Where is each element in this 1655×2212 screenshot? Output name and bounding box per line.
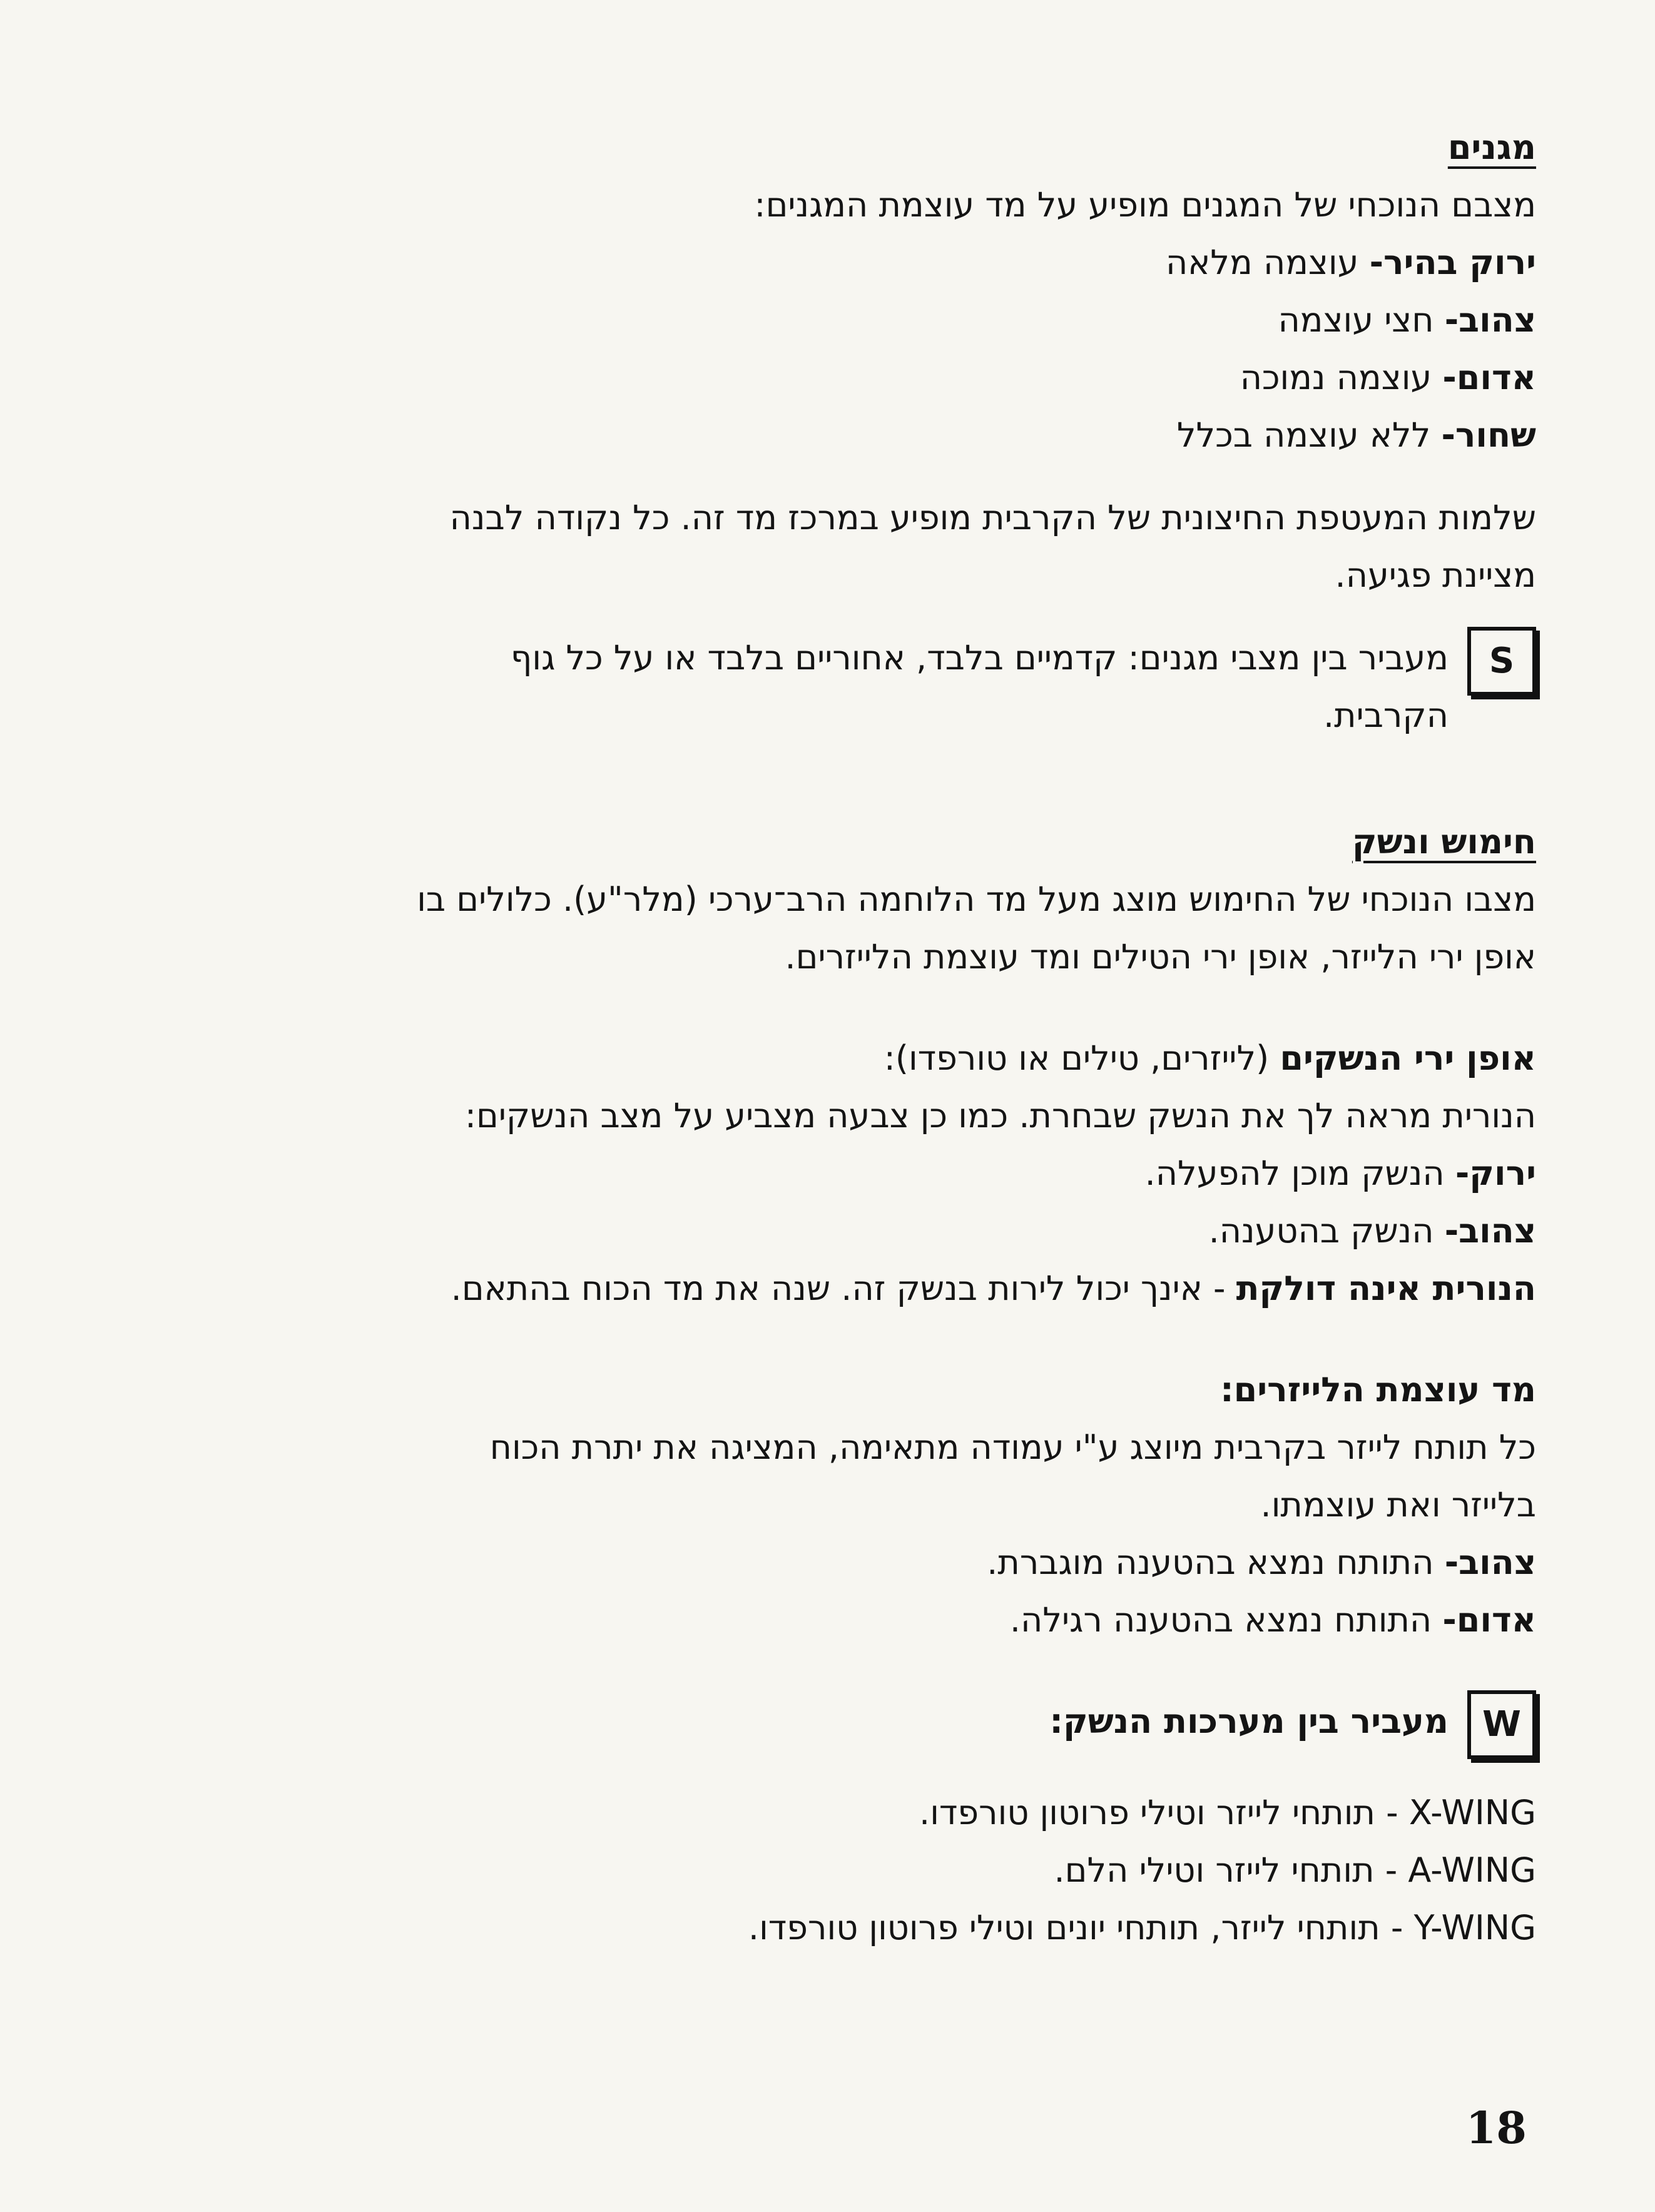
- weapons-key-description: [153, 1693, 1449, 1750]
- fire-item-yellow: [153, 1202, 1536, 1260]
- ship-weapons: - תותחי לייזר וטילי פרוטון טורפדו.: [919, 1793, 1398, 1832]
- fire-mode-list: [153, 1145, 1536, 1317]
- laser-power-line-2: בלייזר ואת עוצמתו.: [1260, 1485, 1536, 1525]
- shield-item-black: [153, 407, 1536, 464]
- weapons-key-label: מעביר בין מערכות הנשק:: [1049, 1702, 1449, 1741]
- page-content: [153, 119, 1536, 1957]
- fire-desc: הנשק מוכן להפעלה.: [1144, 1154, 1445, 1193]
- shield-desc: עוצמה מלאה: [1166, 243, 1359, 282]
- laser-term: אדום-: [1442, 1600, 1536, 1640]
- hull-integrity-line-2: מציינת פגיעה.: [1335, 556, 1536, 595]
- laser-desc: התותח נמצא בהטענה רגילה.: [1009, 1600, 1432, 1640]
- ship-item-x-wing: [153, 1784, 1536, 1842]
- shield-desc: חצי עוצמה: [1278, 300, 1434, 340]
- shield-item-yellow: [153, 292, 1536, 349]
- fire-desc: הנשק בהטענה.: [1208, 1211, 1434, 1251]
- fire-mode-title-sub: (לייזרים, טילים או טורפדו):: [884, 1038, 1270, 1078]
- laser-power-line-1: כל תותח לייזר בקרבית מיוצג ע"י עמודה מתאימה, המציגה את יתרת הכוח: [489, 1428, 1536, 1467]
- shields-key-description: [153, 629, 1449, 744]
- shields-intro: מצבם הנוכחי של המגנים מופיע על מד עוצמת המגנים:: [754, 185, 1536, 225]
- laser-power-title: מד עוצמת הלייזרים:: [1220, 1370, 1536, 1409]
- shield-item-red: [153, 349, 1536, 407]
- shield-term: שחור-: [1441, 415, 1536, 455]
- fire-term: ירוק-: [1455, 1154, 1536, 1193]
- shields-key-line-1: מעביר בין מצבי מגנים: קדמיים בלבד, אחוריים בלבד או על כל גוף: [510, 638, 1449, 677]
- laser-power-list: [153, 1534, 1536, 1649]
- laser-item-yellow: [153, 1534, 1536, 1591]
- key-w-icon: W: [1467, 1690, 1536, 1759]
- shield-term: אדום-: [1442, 358, 1536, 397]
- page-number: 18: [1465, 2102, 1527, 2154]
- laser-item-red: [153, 1591, 1536, 1649]
- shield-term: ירוק בהיר-: [1369, 243, 1536, 282]
- laser-desc: התותח נמצא בהטענה מוגברת.: [987, 1543, 1434, 1582]
- ship-item-a-wing: [153, 1842, 1536, 1899]
- shields-key-row: [153, 629, 1536, 744]
- shield-desc: עוצמה נמוכה: [1240, 358, 1432, 397]
- ship-weapon-list: [153, 1784, 1536, 1957]
- shields-heading: מגנים: [1447, 128, 1536, 167]
- weapons-intro-line-1: מצבו הנוכחי של החימוש מוצג מעל מד הלוחמה הרב־ערכי (מלר"ע). כלולים בו: [417, 880, 1536, 919]
- hull-integrity-line-1: שלמות המעטפת החיצונית של הקרבית מופיע במרכז מד זה. כל נקודה לבנה: [449, 498, 1536, 537]
- laser-term: צהוב-: [1444, 1543, 1536, 1582]
- fire-mode-title: [153, 1030, 1536, 1087]
- ship-name: Y-WING: [1413, 1908, 1536, 1947]
- weapons-heading: חימוש ונשק: [1352, 822, 1536, 861]
- fire-mode-title-bold: אופן ירי הנשקים: [1280, 1038, 1536, 1078]
- key-s-icon: S: [1467, 627, 1536, 696]
- shields-color-list: [153, 234, 1536, 464]
- fire-mode-description: הנורית מראה לך את הנשק שבחרת. כמו כן צבעה מצביע על מצב הנשקים:: [464, 1096, 1536, 1135]
- shield-desc: ללא עוצמה בכלל: [1176, 415, 1431, 455]
- fire-item-off: [153, 1260, 1536, 1317]
- ship-name: A-WING: [1408, 1850, 1536, 1890]
- shields-key-line-2: הקרבית.: [1323, 696, 1449, 735]
- shield-term: צהוב-: [1444, 300, 1536, 340]
- ship-weapons: - תותחי לייזר וטילי הלם.: [1054, 1850, 1398, 1890]
- fire-term: הנורית אינה דולקת: [1236, 1269, 1536, 1308]
- ship-item-y-wing: [153, 1899, 1536, 1957]
- fire-item-green: [153, 1145, 1536, 1202]
- weapons-key-row: [153, 1693, 1536, 1759]
- ship-name: X-WING: [1408, 1793, 1536, 1832]
- fire-desc: - אינך יכול לירות בנשק זה. שנה את מד הכוח בהתאם.: [451, 1269, 1226, 1308]
- ship-weapons: - תותחי לייזר, תותחי יונים וטילי פרוטון טורפדו.: [748, 1908, 1403, 1947]
- shield-item-bright-green: [153, 234, 1536, 292]
- fire-term: צהוב-: [1444, 1211, 1536, 1251]
- weapons-intro-line-2: אופן ירי הלייזר, אופן ירי הטילים ומד עוצמת הלייזרים.: [785, 937, 1536, 977]
